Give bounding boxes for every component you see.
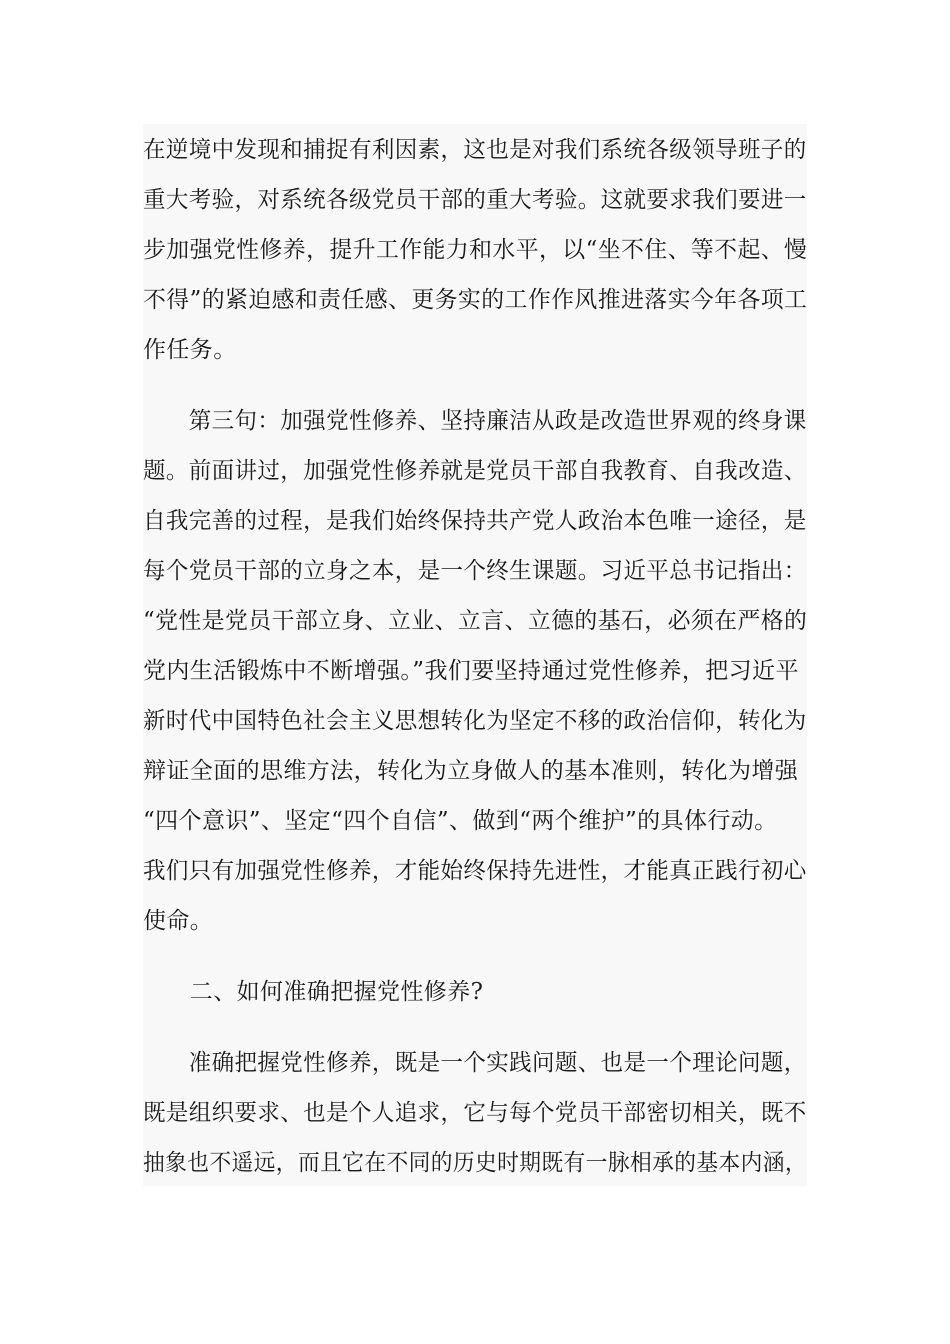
text-line: “四个意识”、坚定“四个自信”、做到“两个维护”的具体行动。	[143, 808, 778, 834]
text-line: 题。前面讲过，加强党性修养就是党员干部自我教育、自我改造、	[143, 458, 807, 484]
text-line: 我们只有加强党性修养，才能始终保持先进性，才能真正践行初心	[143, 858, 807, 884]
text-line: 第三句：加强党性修养、坚持廉洁从政是改造世界观的终身课	[143, 408, 807, 434]
text-line: 自我完善的过程，是我们始终保持共产党人政治本色唯一途径，是	[143, 508, 807, 534]
section-heading: 二、如何准确把握党性修养?	[143, 979, 484, 1005]
text-line: 抽象也不遥远，而且它在不同的历史时期既有一脉相承的基本内涵，	[143, 1150, 808, 1176]
text-line: 辩证全面的思维方法，转化为立身做人的基本准则，转化为增强	[143, 758, 799, 784]
text-line: 每个党员干部的立身之本，是一个终生课题。习近平总书记指出：	[143, 558, 807, 584]
text-line: 既是组织要求、也是个人追求，它与每个党员干部密切相关，既不	[143, 1100, 807, 1126]
text-line: 重大考验，对系统各级党员干部的重大考验。这就要求我们要进一	[143, 187, 807, 213]
text-line: 作任务。	[143, 337, 237, 363]
text-line: 新时代中国特色社会主义思想转化为坚定不移的政治信仰，转化为	[143, 708, 807, 734]
text-line: 步加强党性修养，提升工作能力和水平，以“坐不住、等不起、慢	[143, 237, 808, 263]
text-line: 使命。	[143, 908, 214, 934]
text-line: “党性是党员干部立身、立业、立言、立德的基石，必须在严格的	[143, 608, 808, 634]
text-line: 准确把握党性修养，既是一个实践问题、也是一个理论问题，	[143, 1050, 807, 1076]
text-line: 党内生活锻炼中不断增强。”我们要坚持通过党性修养，把习近平	[143, 658, 799, 684]
text-line: 在逆境中发现和捕捉有利因素，这也是对我们系统各级领导班子的	[143, 137, 807, 163]
text-line: 不得”的紧迫感和责任感、更务实的工作作风推进落实今年各项工	[143, 287, 808, 313]
